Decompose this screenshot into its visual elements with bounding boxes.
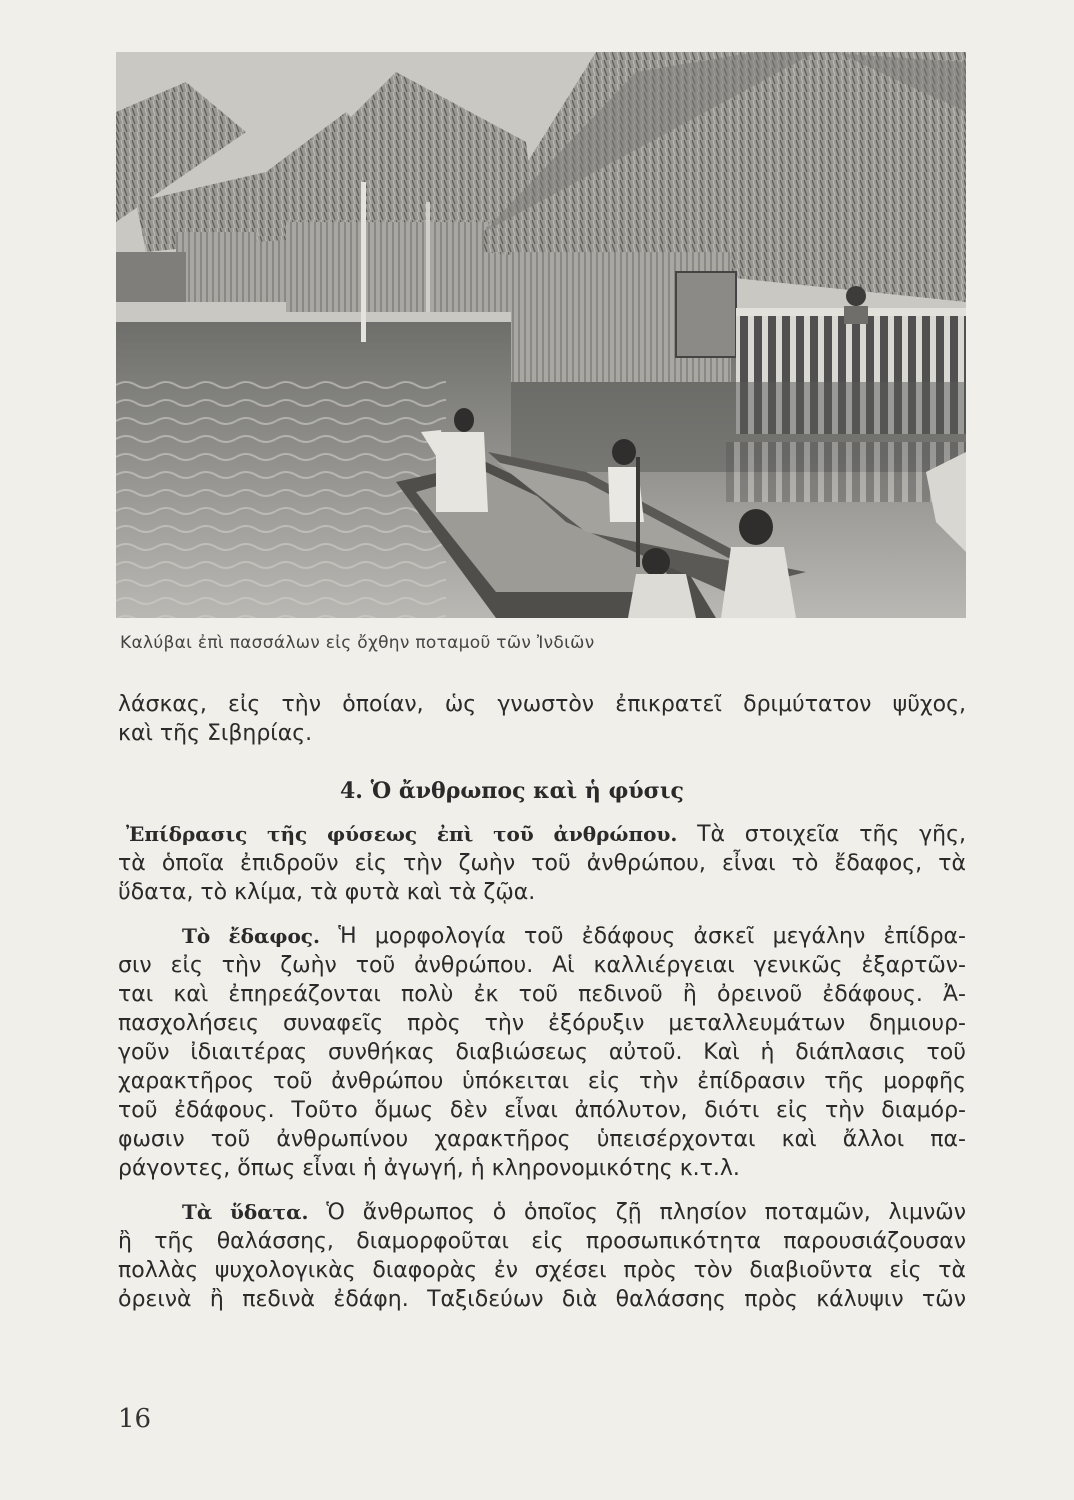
paragraph-line: Ἐπίδρασις τῆς φύσεως ἐπὶ τοῦ ἀνθρώπου. Τὰ στοιχεῖα τῆς γῆς, [126,822,966,847]
paragraph-line: πολλὰς ψυχολογικὰς διαφορὰς ἐν σχέσει πρὸς τὸν διαβιοῦντα εἰς τὰ [118,1258,966,1283]
paragraph-line: ὕδατα, τὸ κλίμα, τὰ φυτὰ καὶ τὰ ζῷα. [118,880,536,905]
intro-line: λάσκας, εἰς τὴν ὁποίαν, ὡς γνωστὸν ἐπικρατεῖ δριμύτατον ψῦχος, [118,692,966,717]
photo-caption: Καλύβαι ἐπὶ πασσάλων εἰς ὄχθην ποταμοῦ τῶν Ἰνδιῶν [120,633,595,653]
paragraph-line: πασχολήσεις συναφεῖς πρὸς τὴν ἐξόρυξιν μεταλλευμάτων δημιουρ- [118,1011,966,1036]
paragraph-line: ὀρεινὰ ἢ πεδινὰ ἐδάφη. Ταξιδεύων διὰ θαλάσσης πρὸς κάλυψιν τῶν [118,1287,966,1312]
paragraph-line: χαρακτῆρος τοῦ ἀνθρώπου ὑπόκειται εἰς τὴν ἐπίδρασιν τῆς μορφῆς [118,1069,966,1094]
paragraph-line: σιν εἰς τὴν ζωὴν τοῦ ἀνθρώπου. Αἱ καλλιέργειαι γενικῶς ἐξαρτῶν- [118,953,966,978]
paragraph-line: τοῦ ἐδάφους. Τοῦτο ὅμως δὲν εἶναι ἀπόλυτον, διότι εἰς τὴν διαμόρ- [118,1098,966,1123]
paragraph-lead: Ἐπίδρασις τῆς φύσεως ἐπὶ τοῦ ἀνθρώπου. [126,822,678,846]
paragraph-lead: Τὸ ἔδαφος. [182,924,320,948]
paragraph-line: τὰ ὁποῖα ἐπιδροῦν εἰς τὴν ζωὴν τοῦ ἀνθρώπου, εἶναι τὸ ἔδαφος, τὰ [118,851,966,876]
intro-line: καὶ τῆς Σιβηρίας. [118,721,313,746]
paragraph-line: φωσιν τοῦ ἀνθρωπίνου χαρακτῆρος ὑπεισέρχονται καὶ ἄλλοι πα- [118,1127,966,1152]
photo-stilt-huts [116,52,966,618]
paragraph-line: ράγοντες, ὅπως εἶναι ἡ ἀγωγή, ἡ κληρονομικότης κ.τ.λ. [118,1156,740,1181]
section-heading: 4. Ὁ ἄνθρωπος καὶ ἡ φύσις [340,778,684,804]
paragraph-line: γοῦν ἰδιαιτέρας συνθήκας διαβιώσεως αὐτοῦ. Καὶ ἡ διάπλασις τοῦ [118,1040,966,1065]
paragraph-lead: Τὰ ὕδατα. [182,1200,309,1224]
page-number: 16 [118,1404,152,1434]
paragraph-line: ται καὶ ἐπηρεάζονται πολὺ ἐκ τοῦ πεδινοῦ ἢ ὀρεινοῦ ἐδάφους. Ἀ- [118,982,966,1007]
paragraph-line: Τὰ ὕδατα. Ὁ ἄνθρωπος ὁ ὁποῖος ζῇ πλησίον ποταμῶν, λιμνῶν [182,1200,966,1225]
paragraph-line: Τὸ ἔδαφος. Ἡ μορφολογία τοῦ ἐδάφους ἀσκεῖ μεγάλην ἐπίδρα- [182,924,966,949]
paragraph-line: ἢ τῆς θαλάσσης, διαμορφοῦται εἰς προσωπικότητα παρουσιάζουσαν [118,1229,966,1254]
